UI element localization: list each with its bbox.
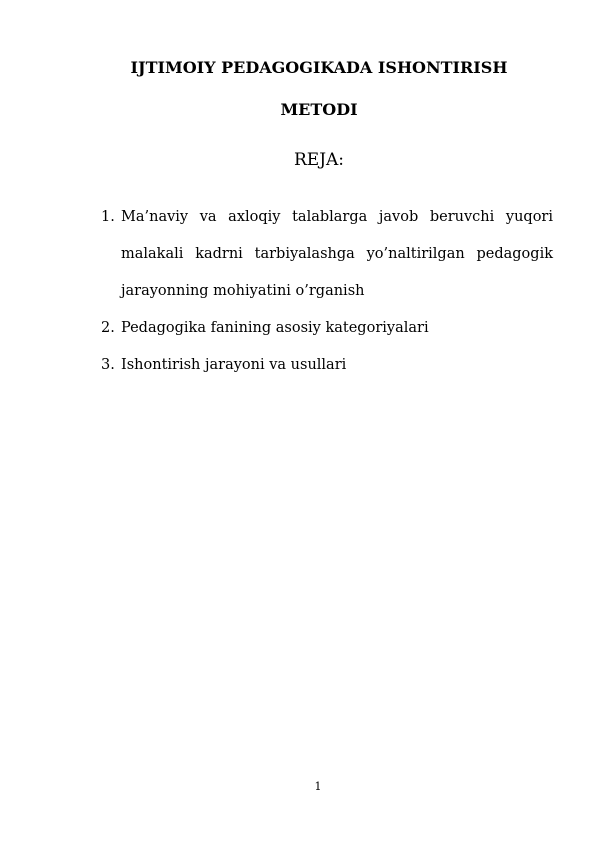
document-title-line-1: IJTIMOIY PEDAGOGIKADA ISHONTIRISH — [130, 58, 508, 77]
plan-item-text: Ma’naviy va axloqiy talablarga javob beruvchi yuqori malakali kadrni tarbiyalashga yo’naltirilgan pedagogik jarayonning mohiyatini o’rganish — [121, 209, 553, 299]
plan-item-1 — [101, 199, 553, 310]
plan-item-number: 2. — [101, 320, 115, 336]
page-number: 1 — [314, 780, 322, 793]
plan-heading: REJA: — [293, 150, 345, 170]
plan-item-3 — [101, 347, 553, 384]
plan-item-number: 1. — [101, 209, 115, 225]
document-title-line-2: METODI — [280, 100, 358, 119]
plan-item-2 — [101, 310, 553, 347]
plan-item-number: 3. — [101, 357, 115, 373]
plan-list — [101, 199, 553, 384]
plan-item-text: Ishontirish jarayoni va usullari — [121, 357, 347, 373]
plan-item-text: Pedagogika fanining asosiy kategoriyalari — [121, 320, 429, 336]
